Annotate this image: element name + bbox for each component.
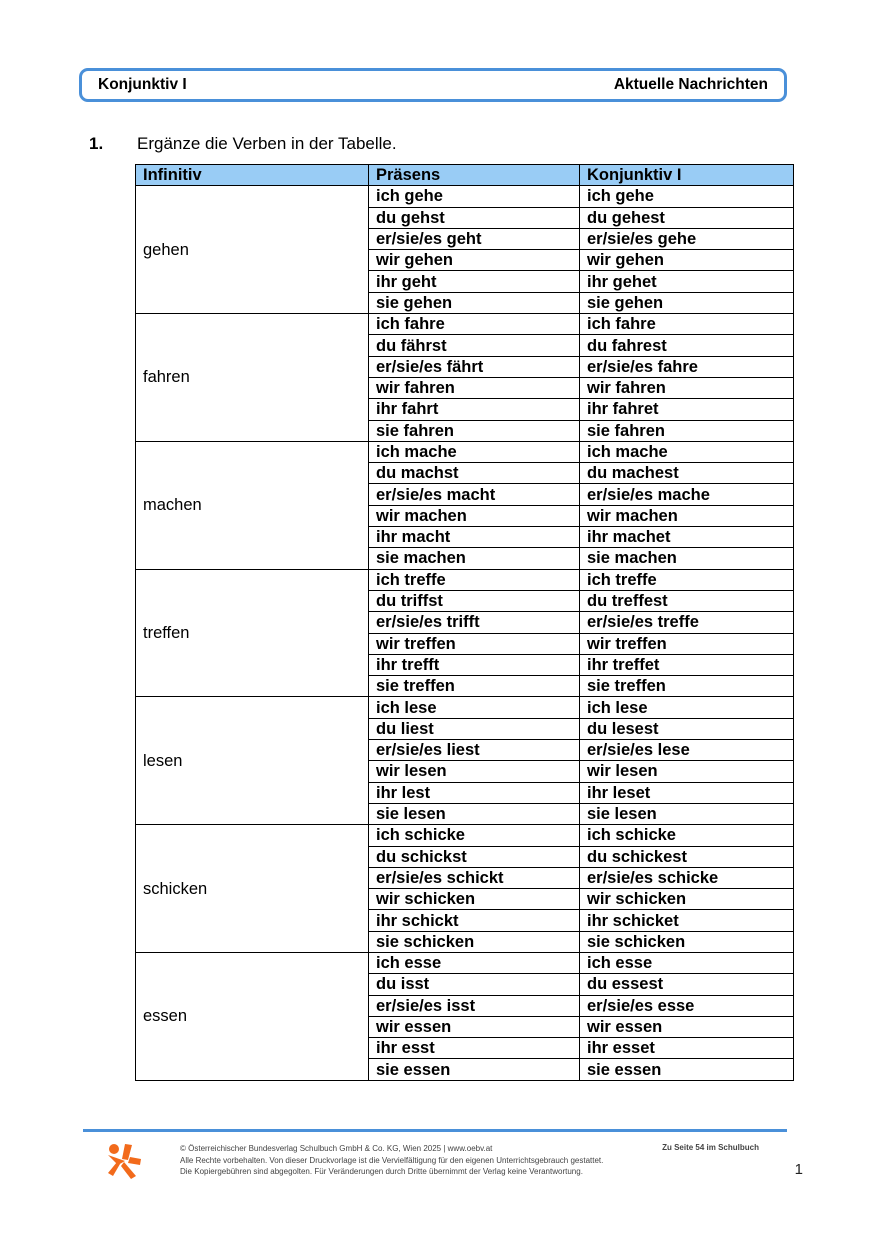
- present-cell: du fährst: [369, 335, 580, 356]
- present-cell: er/sie/es trifft: [369, 612, 580, 633]
- subjunctive-cell: wir schicken: [580, 889, 794, 910]
- table-row: [136, 952, 794, 973]
- subjunctive-cell: ich esse: [580, 952, 794, 973]
- subjunctive-cell: du gehest: [580, 207, 794, 228]
- table-body: [136, 186, 794, 1080]
- present-cell: du machst: [369, 463, 580, 484]
- present-cell: er/sie/es geht: [369, 228, 580, 249]
- oebv-logo-icon: [104, 1142, 144, 1180]
- subjunctive-cell: er/sie/es treffe: [580, 612, 794, 633]
- subjunctive-cell: er/sie/es mache: [580, 484, 794, 505]
- table-header-row: [136, 165, 794, 186]
- subjunctive-cell: ich treffe: [580, 569, 794, 590]
- subjunctive-cell: ihr esset: [580, 1038, 794, 1059]
- subjunctive-cell: ich gehe: [580, 186, 794, 207]
- present-cell: ihr schickt: [369, 910, 580, 931]
- subjunctive-cell: wir machen: [580, 505, 794, 526]
- worksheet-topic: Konjunktiv I: [98, 76, 187, 93]
- subjunctive-cell: sie treffen: [580, 676, 794, 697]
- subjunctive-cell: du treffest: [580, 590, 794, 611]
- subjunctive-cell: er/sie/es fahre: [580, 356, 794, 377]
- task-number: 1.: [89, 134, 104, 153]
- subjunctive-cell: sie essen: [580, 1059, 794, 1080]
- subjunctive-cell: du machest: [580, 463, 794, 484]
- infinitive-cell: schicken: [136, 825, 369, 953]
- present-cell: ihr macht: [369, 527, 580, 548]
- subjunctive-cell: sie fahren: [580, 420, 794, 441]
- subjunctive-cell: sie lesen: [580, 803, 794, 824]
- subjunctive-cell: ihr leset: [580, 782, 794, 803]
- present-cell: sie schicken: [369, 931, 580, 952]
- subjunctive-cell: wir gehen: [580, 250, 794, 271]
- table-row: [136, 314, 794, 335]
- worksheet-unit: Aktuelle Nachrichten: [613, 76, 768, 93]
- infinitive-cell: machen: [136, 441, 369, 569]
- legal-line: Alle Rechte vorbehalten. Von dieser Druckvorlage ist die Vervielfältigung für den eigenen Unterrichtsgebrauch gestattet.: [180, 1155, 604, 1165]
- infinitive-cell: fahren: [136, 314, 369, 442]
- table-row: [136, 569, 794, 590]
- subjunctive-cell: sie machen: [580, 548, 794, 569]
- subjunctive-cell: er/sie/es schicke: [580, 867, 794, 888]
- present-cell: wir essen: [369, 1016, 580, 1037]
- present-cell: wir lesen: [369, 761, 580, 782]
- present-cell: sie lesen: [369, 803, 580, 824]
- subjunctive-cell: du fahrest: [580, 335, 794, 356]
- footer-divider: [83, 1129, 787, 1132]
- subjunctive-cell: er/sie/es gehe: [580, 228, 794, 249]
- subjunctive-cell: wir fahren: [580, 377, 794, 398]
- present-cell: sie essen: [369, 1059, 580, 1080]
- header-present: Präsens: [369, 165, 580, 186]
- page-number: 1: [794, 1161, 803, 1178]
- task-instruction: Ergänze die Verben in der Tabelle.: [137, 134, 397, 153]
- present-cell: er/sie/es schickt: [369, 867, 580, 888]
- infinitive-cell: essen: [136, 952, 369, 1080]
- subjunctive-cell: ich mache: [580, 441, 794, 462]
- present-cell: ihr esst: [369, 1038, 580, 1059]
- legal-line: Die Kopiergebühren sind abgegolten. Für Veränderungen durch Dritte übernimmt der Verlag keine Verantwortung.: [180, 1167, 583, 1176]
- subjunctive-cell: ihr schicket: [580, 910, 794, 931]
- subjunctive-cell: ich fahre: [580, 314, 794, 335]
- present-cell: ich mache: [369, 441, 580, 462]
- present-cell: du triffst: [369, 590, 580, 611]
- present-cell: er/sie/es liest: [369, 740, 580, 761]
- present-cell: ich esse: [369, 952, 580, 973]
- present-cell: er/sie/es isst: [369, 995, 580, 1016]
- present-cell: ihr lest: [369, 782, 580, 803]
- infinitive-cell: treffen: [136, 569, 369, 697]
- subjunctive-cell: wir essen: [580, 1016, 794, 1037]
- present-cell: du isst: [369, 974, 580, 995]
- table-row: [136, 186, 794, 207]
- present-cell: sie fahren: [369, 420, 580, 441]
- present-cell: wir gehen: [369, 250, 580, 271]
- subjunctive-cell: ihr treffet: [580, 654, 794, 675]
- present-cell: wir schicken: [369, 889, 580, 910]
- present-cell: du schickst: [369, 846, 580, 867]
- present-cell: ihr trefft: [369, 654, 580, 675]
- conjugation-table: [135, 164, 794, 1081]
- subjunctive-cell: wir lesen: [580, 761, 794, 782]
- present-cell: wir machen: [369, 505, 580, 526]
- subjunctive-cell: wir treffen: [580, 633, 794, 654]
- present-cell: ihr geht: [369, 271, 580, 292]
- present-cell: ich treffe: [369, 569, 580, 590]
- present-cell: du liest: [369, 718, 580, 739]
- subjunctive-cell: sie schicken: [580, 931, 794, 952]
- present-cell: ich lese: [369, 697, 580, 718]
- table-row: [136, 697, 794, 718]
- present-cell: ich gehe: [369, 186, 580, 207]
- subjunctive-cell: ich lese: [580, 697, 794, 718]
- table-row: [136, 825, 794, 846]
- subjunctive-cell: du schickest: [580, 846, 794, 867]
- header-subjunctive: Konjunktiv I: [580, 165, 794, 186]
- present-cell: ich fahre: [369, 314, 580, 335]
- subjunctive-cell: ihr machet: [580, 527, 794, 548]
- subjunctive-cell: ich schicke: [580, 825, 794, 846]
- legal-notice: [180, 1143, 603, 1178]
- subjunctive-cell: ihr fahret: [580, 399, 794, 420]
- present-cell: wir fahren: [369, 377, 580, 398]
- book-reference: Zu Seite 54 im Schulbuch: [662, 1143, 759, 1152]
- present-cell: sie machen: [369, 548, 580, 569]
- subjunctive-cell: du lesest: [580, 718, 794, 739]
- present-cell: ich schicke: [369, 825, 580, 846]
- subjunctive-cell: er/sie/es esse: [580, 995, 794, 1016]
- present-cell: er/sie/es fährt: [369, 356, 580, 377]
- present-cell: du gehst: [369, 207, 580, 228]
- header-box: [79, 68, 787, 102]
- table-row: [136, 441, 794, 462]
- present-cell: sie treffen: [369, 676, 580, 697]
- present-cell: ihr fahrt: [369, 399, 580, 420]
- subjunctive-cell: du essest: [580, 974, 794, 995]
- infinitive-cell: gehen: [136, 186, 369, 314]
- subjunctive-cell: er/sie/es lese: [580, 740, 794, 761]
- infinitive-cell: lesen: [136, 697, 369, 825]
- present-cell: wir treffen: [369, 633, 580, 654]
- subjunctive-cell: sie gehen: [580, 292, 794, 313]
- header-infinitive: Infinitiv: [136, 165, 369, 186]
- present-cell: er/sie/es macht: [369, 484, 580, 505]
- legal-line: © Österreichischer Bundesverlag Schulbuch GmbH & Co. KG, Wien 2025 | www.oebv.at: [180, 1144, 493, 1153]
- subjunctive-cell: ihr gehet: [580, 271, 794, 292]
- task-1: [89, 134, 397, 154]
- present-cell: sie gehen: [369, 292, 580, 313]
